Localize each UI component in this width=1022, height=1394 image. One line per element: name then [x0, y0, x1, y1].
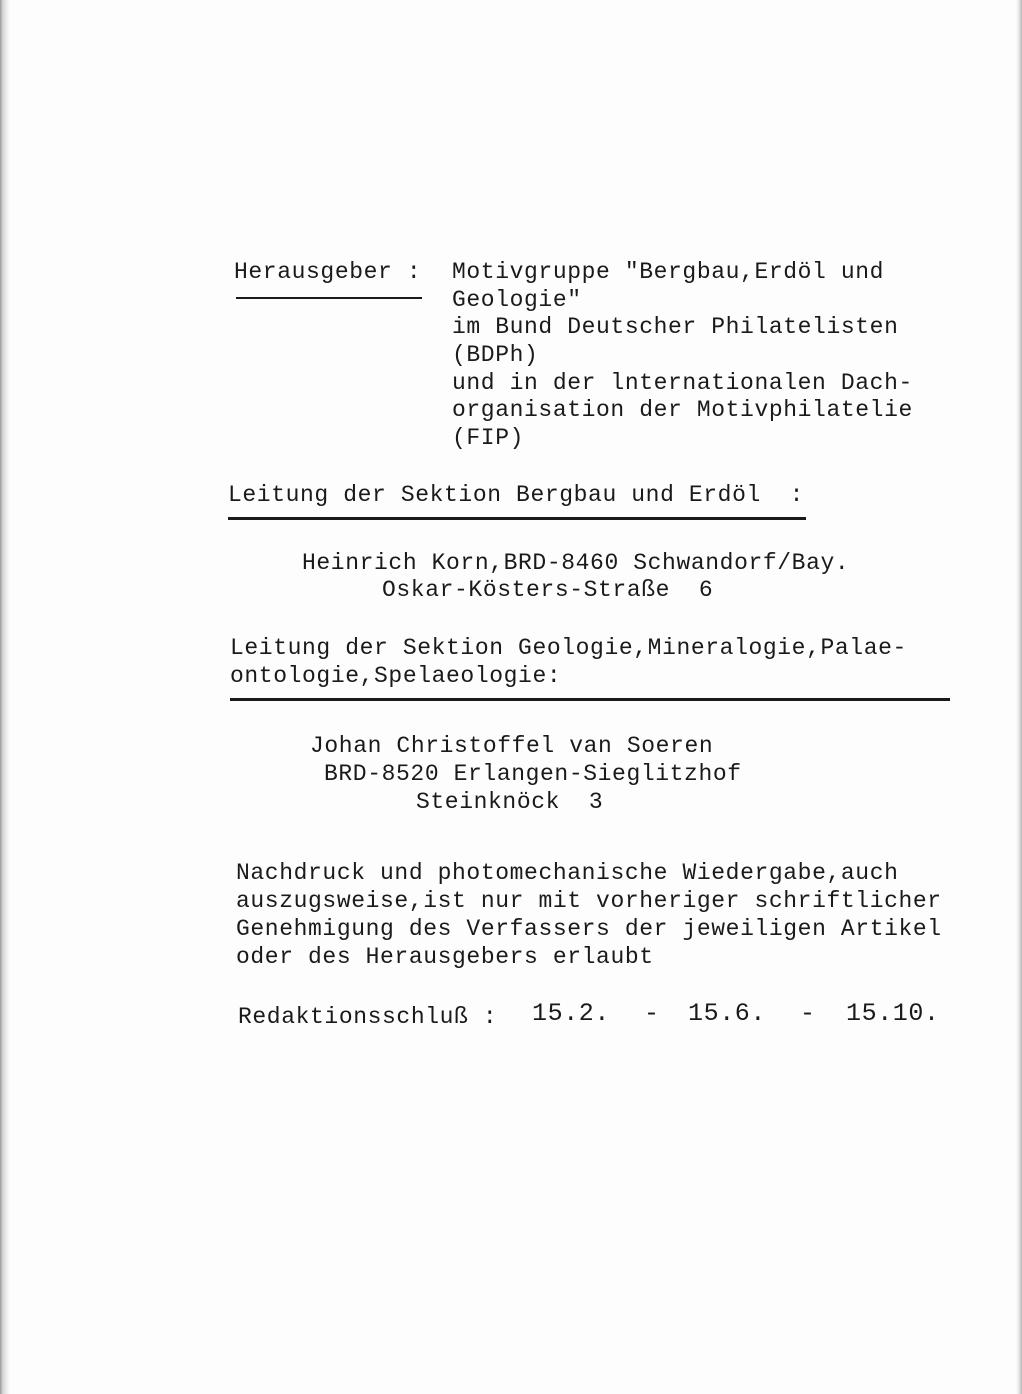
section-mining-contact: Heinrich Korn,BRD-8460 Schwandorf/Bay. [302, 550, 850, 576]
section-mining-heading: Leitung der Sektion Bergbau und Erdöl : [228, 482, 805, 508]
scan-edge-right [1016, 0, 1022, 1394]
publisher-line: organisation der Motivphilatelie [452, 397, 913, 423]
deadline-date: 15.2. [532, 999, 611, 1028]
publisher-line: Motivgruppe "Bergbau,Erdöl und [452, 259, 885, 285]
section-geology-contact: BRD-8520 Erlangen-Sieglitzhof [324, 761, 742, 787]
deadline-separator: - [644, 999, 660, 1028]
section-geology-heading: ontologie,Spelaeologie: [230, 663, 562, 689]
publisher-line: (FIP) [452, 425, 525, 451]
deadline-label: Redaktionsschluß : [238, 1004, 498, 1030]
publisher-label: Herausgeber : [234, 259, 422, 285]
section-geology-underline [230, 698, 950, 701]
section-geology-contact: Steinknöck 3 [416, 789, 604, 815]
section-mining-underline [228, 517, 806, 520]
copyright-notice-line: Genehmigung des Verfassers der jeweiligen Artikel [236, 916, 942, 942]
deadline-separator: - [800, 999, 816, 1028]
publisher-line: (BDPh) [452, 342, 539, 368]
copyright-notice-line: auszugsweise,ist nur mit vorheriger schriftlicher [236, 888, 942, 914]
publisher-line: im Bund Deutscher Philatelisten [452, 314, 899, 340]
publisher-label-underline [236, 297, 422, 299]
publisher-line: Geologie" [452, 287, 582, 313]
deadline-date: 15.6. [688, 999, 767, 1028]
section-geology-contact: Johan Christoffel van Soeren [310, 733, 714, 759]
scan-edge-left [0, 0, 10, 1394]
section-geology-heading: Leitung der Sektion Geologie,Mineralogie,Palae- [230, 635, 907, 661]
copyright-notice-line: oder des Herausgebers erlaubt [236, 944, 654, 970]
publisher-line: und in der lnternationalen Dach- [452, 370, 913, 396]
deadline-date: 15.10. [846, 999, 940, 1028]
copyright-notice-line: Nachdruck und photomechanische Wiedergabe,auch [236, 860, 899, 886]
section-mining-contact: Oskar-Kösters-Straße 6 [382, 577, 714, 603]
